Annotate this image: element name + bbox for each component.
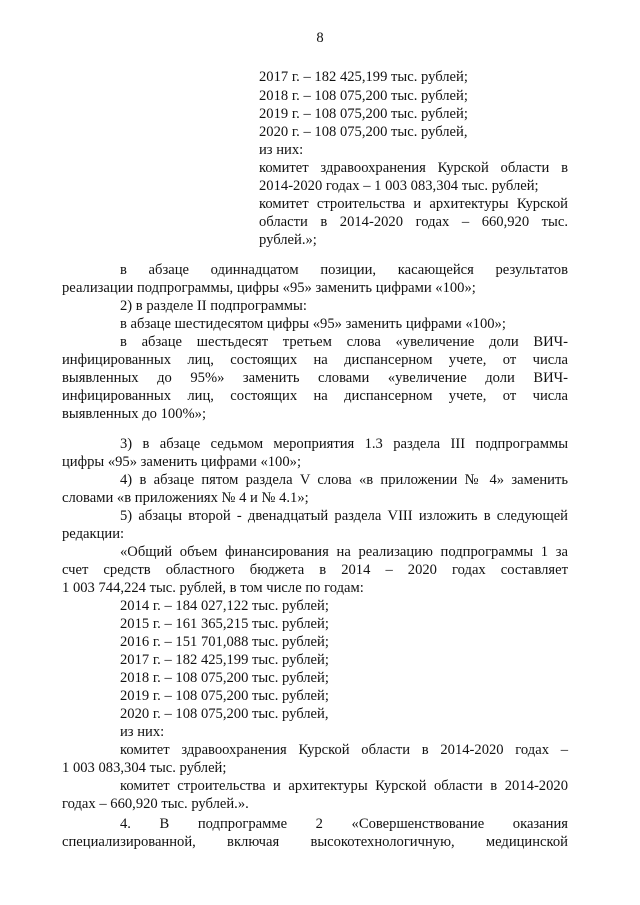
text-line: редакции: xyxy=(62,526,125,542)
text-line: инфицированных лиц, состоящих на диспансерном учете, от числа xyxy=(62,352,568,368)
text-line: цифры «95» заменить цифрами «100»; xyxy=(62,454,302,470)
text-line: 1 003 083,304 тыс. рублей; xyxy=(62,760,227,776)
text-line: области в 2014-2020 годах – 660,920 тыс. xyxy=(259,214,568,230)
text-line: словами «в приложениях № 4 и № 4.1»; xyxy=(62,490,309,506)
text-line: 2020 г. – 108 075,200 тыс. рублей, xyxy=(259,124,468,140)
text-line: 2019 г. – 108 075,200 тыс. рублей; xyxy=(259,106,468,122)
text-line: 2017 г. – 182 425,199 тыс. рублей; xyxy=(120,652,329,668)
text-line: 2015 г. – 161 365,215 тыс. рублей; xyxy=(120,616,329,632)
text-line: инфицированных лиц, состоящих на диспансерном учете, от числа xyxy=(62,388,568,404)
text-line: выявленных до 95%» заменить словами «увеличение доли ВИЧ- xyxy=(62,370,568,386)
text-line: 2019 г. – 108 075,200 тыс. рублей; xyxy=(120,688,329,704)
text-line: специализированной, включая высокотехнологичную, медицинской xyxy=(62,834,568,850)
text-line: выявленных до 100%»; xyxy=(62,406,207,422)
text-line: 4) в абзаце пятом раздела V слова «в приложении № 4» заменить xyxy=(120,472,568,488)
text-line: комитет строительства и архитектуры Курской области в 2014-2020 xyxy=(120,778,568,794)
text-line: реализации подпрограммы, цифры «95» заменить цифрами «100»; xyxy=(62,280,476,296)
text-line: 5) абзацы второй - двенадцатый раздела VIII изложить в следующей xyxy=(120,508,568,524)
text-line: 2018 г. – 108 075,200 тыс. рублей; xyxy=(259,88,468,104)
text-line: в абзаце одиннадцатом позиции, касающейся результатов xyxy=(120,262,568,278)
text-line: рублей.»; xyxy=(259,232,317,248)
text-line: из них: xyxy=(259,142,304,158)
text-line: 3) в абзаце седьмом мероприятия 1.3 раздела III подпрограммы xyxy=(120,436,568,452)
text-line: 1 003 744,224 тыс. рублей, в том числе по годам: xyxy=(62,580,364,596)
text-line: «Общий объем финансирования на реализацию подпрограммы 1 за xyxy=(120,544,568,560)
text-line: 2014-2020 годах – 1 003 083,304 тыс. рублей; xyxy=(259,178,539,194)
text-line: счет средств областного бюджета в 2014 – 2020 годах составляет xyxy=(62,562,568,578)
text-line: 2) в разделе II подпрограммы: xyxy=(120,298,307,314)
text-line: 2020 г. – 108 075,200 тыс. рублей, xyxy=(120,706,329,722)
text-line: в абзаце шестьдесят третьем слова «увеличение доли ВИЧ- xyxy=(120,334,568,350)
text-line: в абзаце шестидесятом цифры «95» заменить цифрами «100»; xyxy=(120,316,506,332)
text-line: 2016 г. – 151 701,088 тыс. рублей; xyxy=(120,634,329,650)
page-number: 8 xyxy=(316,30,324,46)
text-line: комитет здравоохранения Курской области в xyxy=(259,160,568,176)
text-line: комитет строительства и архитектуры Курской xyxy=(259,196,568,212)
text-line: комитет здравоохранения Курской области в 2014-2020 годах – xyxy=(120,742,568,758)
text-line: 2018 г. – 108 075,200 тыс. рублей; xyxy=(120,670,329,686)
text-line: из них: xyxy=(120,724,165,740)
text-line: 2014 г. – 184 027,122 тыс. рублей; xyxy=(120,598,329,614)
text-line: 2017 г. – 182 425,199 тыс. рублей; xyxy=(259,69,468,85)
text-line: годах – 660,920 тыс. рублей.». xyxy=(62,796,249,812)
text-line: 4. В подпрограмме 2 «Совершенствование оказания xyxy=(120,816,568,832)
